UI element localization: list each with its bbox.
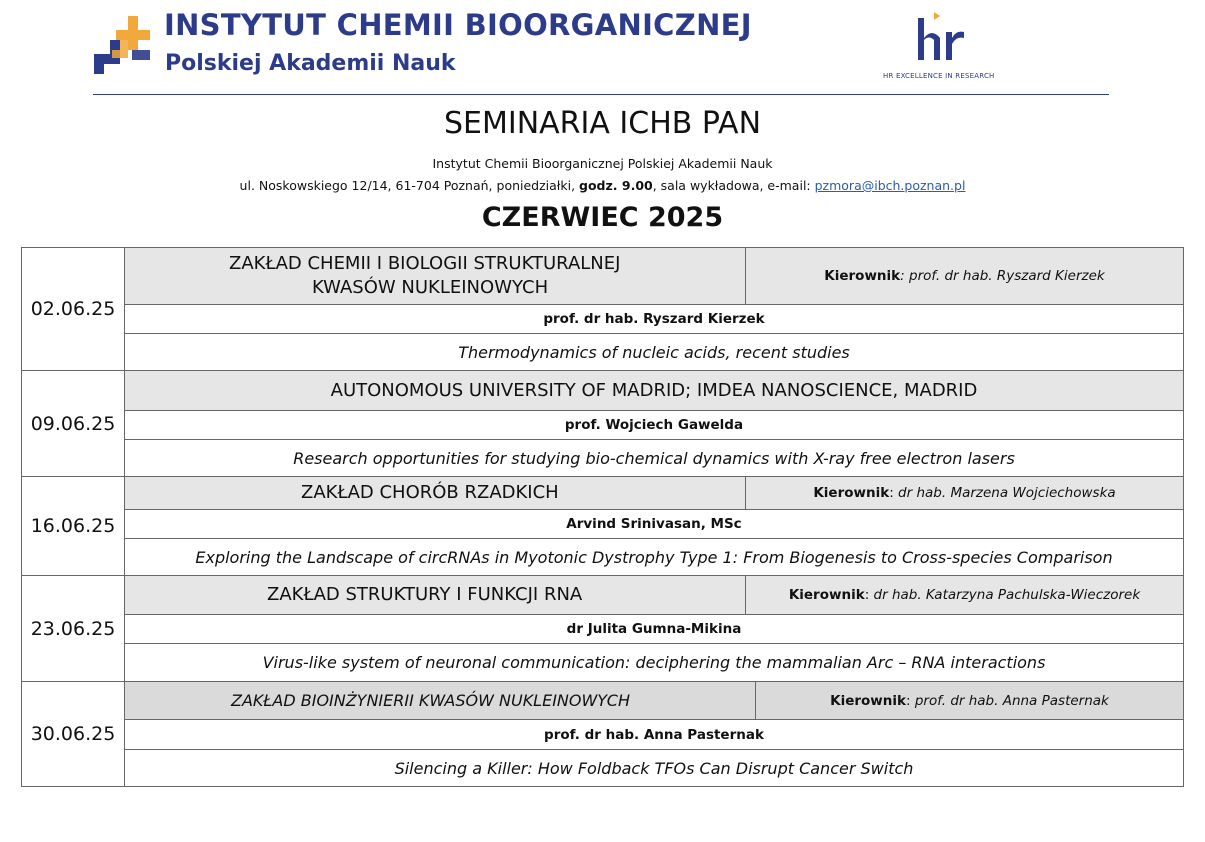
seminar-schedule-table bbox=[21, 247, 1184, 787]
speaker-name: prof. Wojciech Gawelda bbox=[125, 411, 1184, 440]
department-name: ZAKŁAD STRUKTURY I FUNKCJI RNA bbox=[125, 576, 746, 615]
hr-caption: HR EXCELLENCE IN RESEARCH bbox=[883, 72, 995, 80]
head-name: dr hab. Marzena Wojciechowska bbox=[898, 485, 1116, 501]
address-line-1: Instytut Chemii Bioorganicznej Polskiej Akademii Nauk bbox=[432, 156, 773, 171]
department-line-2: KWASÓW NUKLEINOWYCH bbox=[312, 277, 549, 298]
institute-name: INSTYTUT CHEMII BIOORGANICZNEJ bbox=[164, 8, 752, 42]
email-link[interactable]: pzmora@ibch.poznan.pl bbox=[814, 178, 966, 193]
table-row bbox=[22, 615, 1184, 644]
seminar-date: 23.06.25 bbox=[22, 576, 125, 682]
speaker-name: prof. dr hab. Ryszard Kierzek bbox=[125, 305, 1184, 334]
document-header bbox=[0, 0, 1205, 100]
head-name: dr hab. Katarzyna Pachulska-Wieczorek bbox=[873, 587, 1141, 603]
seminar-topic: Thermodynamics of nucleic acids, recent studies bbox=[125, 334, 1184, 371]
seminar-topic: Virus-like system of neuronal communication: deciphering the mammalian Arc – RNA interactions bbox=[125, 644, 1184, 682]
table-row bbox=[22, 248, 1184, 305]
table-row bbox=[22, 477, 1184, 510]
month-heading: CZERWIEC 2025 bbox=[481, 202, 724, 233]
address-middle: , sala wykładowa, e-mail: bbox=[652, 178, 815, 193]
department-name: ZAKŁAD BIOINŻYNIERII KWASÓW NUKLEINOWYCH bbox=[125, 682, 756, 720]
table-row bbox=[22, 411, 1184, 440]
speaker-name: dr Julita Gumna-Mikina bbox=[125, 615, 1184, 644]
table-row bbox=[22, 682, 1184, 720]
table-row bbox=[22, 334, 1184, 371]
department-line-1: ZAKŁAD CHEMII I BIOLOGII STRUKTURALNEJ bbox=[229, 253, 621, 274]
table-row bbox=[22, 720, 1184, 750]
seminar-topic: Exploring the Landscape of circRNAs in Myotonic Dystrophy Type 1: From Biogenesis to Cross-species Comparison bbox=[125, 539, 1184, 576]
address-line-2 bbox=[0, 178, 1205, 193]
page-title: SEMINARIA ICHB PAN bbox=[443, 106, 762, 141]
department-head: Kierownik: dr hab. Marzena Wojciechowska bbox=[746, 477, 1184, 510]
department-head: Kierownik: prof. dr hab. Anna Pasternak bbox=[756, 682, 1184, 720]
table-row bbox=[22, 305, 1184, 334]
department-name: AUTONOMOUS UNIVERSITY OF MADRID; IMDEA NANOSCIENCE, MADRID bbox=[125, 371, 1184, 411]
speaker-name: Arvind Srinivasan, MSc bbox=[125, 510, 1184, 539]
seminar-date: 09.06.25 bbox=[22, 371, 125, 477]
head-name: prof. dr hab. Anna Pasternak bbox=[914, 692, 1109, 709]
address-prefix: ul. Noskowskiego 12/14, 61-704 Poznań, poniedziałki, bbox=[239, 178, 580, 193]
institute-subtitle: Polskiej Akademii Nauk bbox=[165, 51, 456, 76]
head-label: Kierownik bbox=[813, 485, 890, 501]
seminar-date: 16.06.25 bbox=[22, 477, 125, 576]
header-divider bbox=[93, 94, 1109, 95]
seminar-topic: Silencing a Killer: How Foldback TFOs Can Disrupt Cancer Switch bbox=[125, 750, 1184, 787]
seminar-date: 30.06.25 bbox=[22, 682, 125, 787]
department-head: Kierownik: prof. dr hab. Ryszard Kierzek bbox=[746, 248, 1184, 305]
department-head: Kierownik: dr hab. Katarzyna Pachulska-Wieczorek bbox=[746, 576, 1184, 615]
table-row bbox=[22, 576, 1184, 615]
seminar-topic: Research opportunities for studying bio-chemical dynamics with X-ray free electron lasers bbox=[125, 440, 1184, 477]
head-label: Kierownik bbox=[830, 692, 906, 709]
table-row bbox=[22, 644, 1184, 682]
head-label: Kierownik bbox=[788, 587, 865, 603]
department-name: ZAKŁAD CHORÓB RZADKICH bbox=[125, 477, 746, 510]
head-name: prof. dr hab. Ryszard Kierzek bbox=[909, 268, 1105, 284]
table-row bbox=[22, 371, 1184, 411]
ichb-logo-icon bbox=[92, 14, 152, 76]
seminar-date: 02.06.25 bbox=[22, 248, 125, 371]
table-row bbox=[22, 440, 1184, 477]
hr-excellence-logo-icon bbox=[912, 10, 964, 64]
table-row bbox=[22, 510, 1184, 539]
department-name bbox=[125, 248, 746, 305]
seminar-time: godz. 9.00 bbox=[579, 178, 653, 193]
table-row bbox=[22, 750, 1184, 787]
head-label: Kierownik bbox=[824, 268, 901, 284]
speaker-name: prof. dr hab. Anna Pasternak bbox=[125, 720, 1184, 750]
table-row bbox=[22, 539, 1184, 576]
